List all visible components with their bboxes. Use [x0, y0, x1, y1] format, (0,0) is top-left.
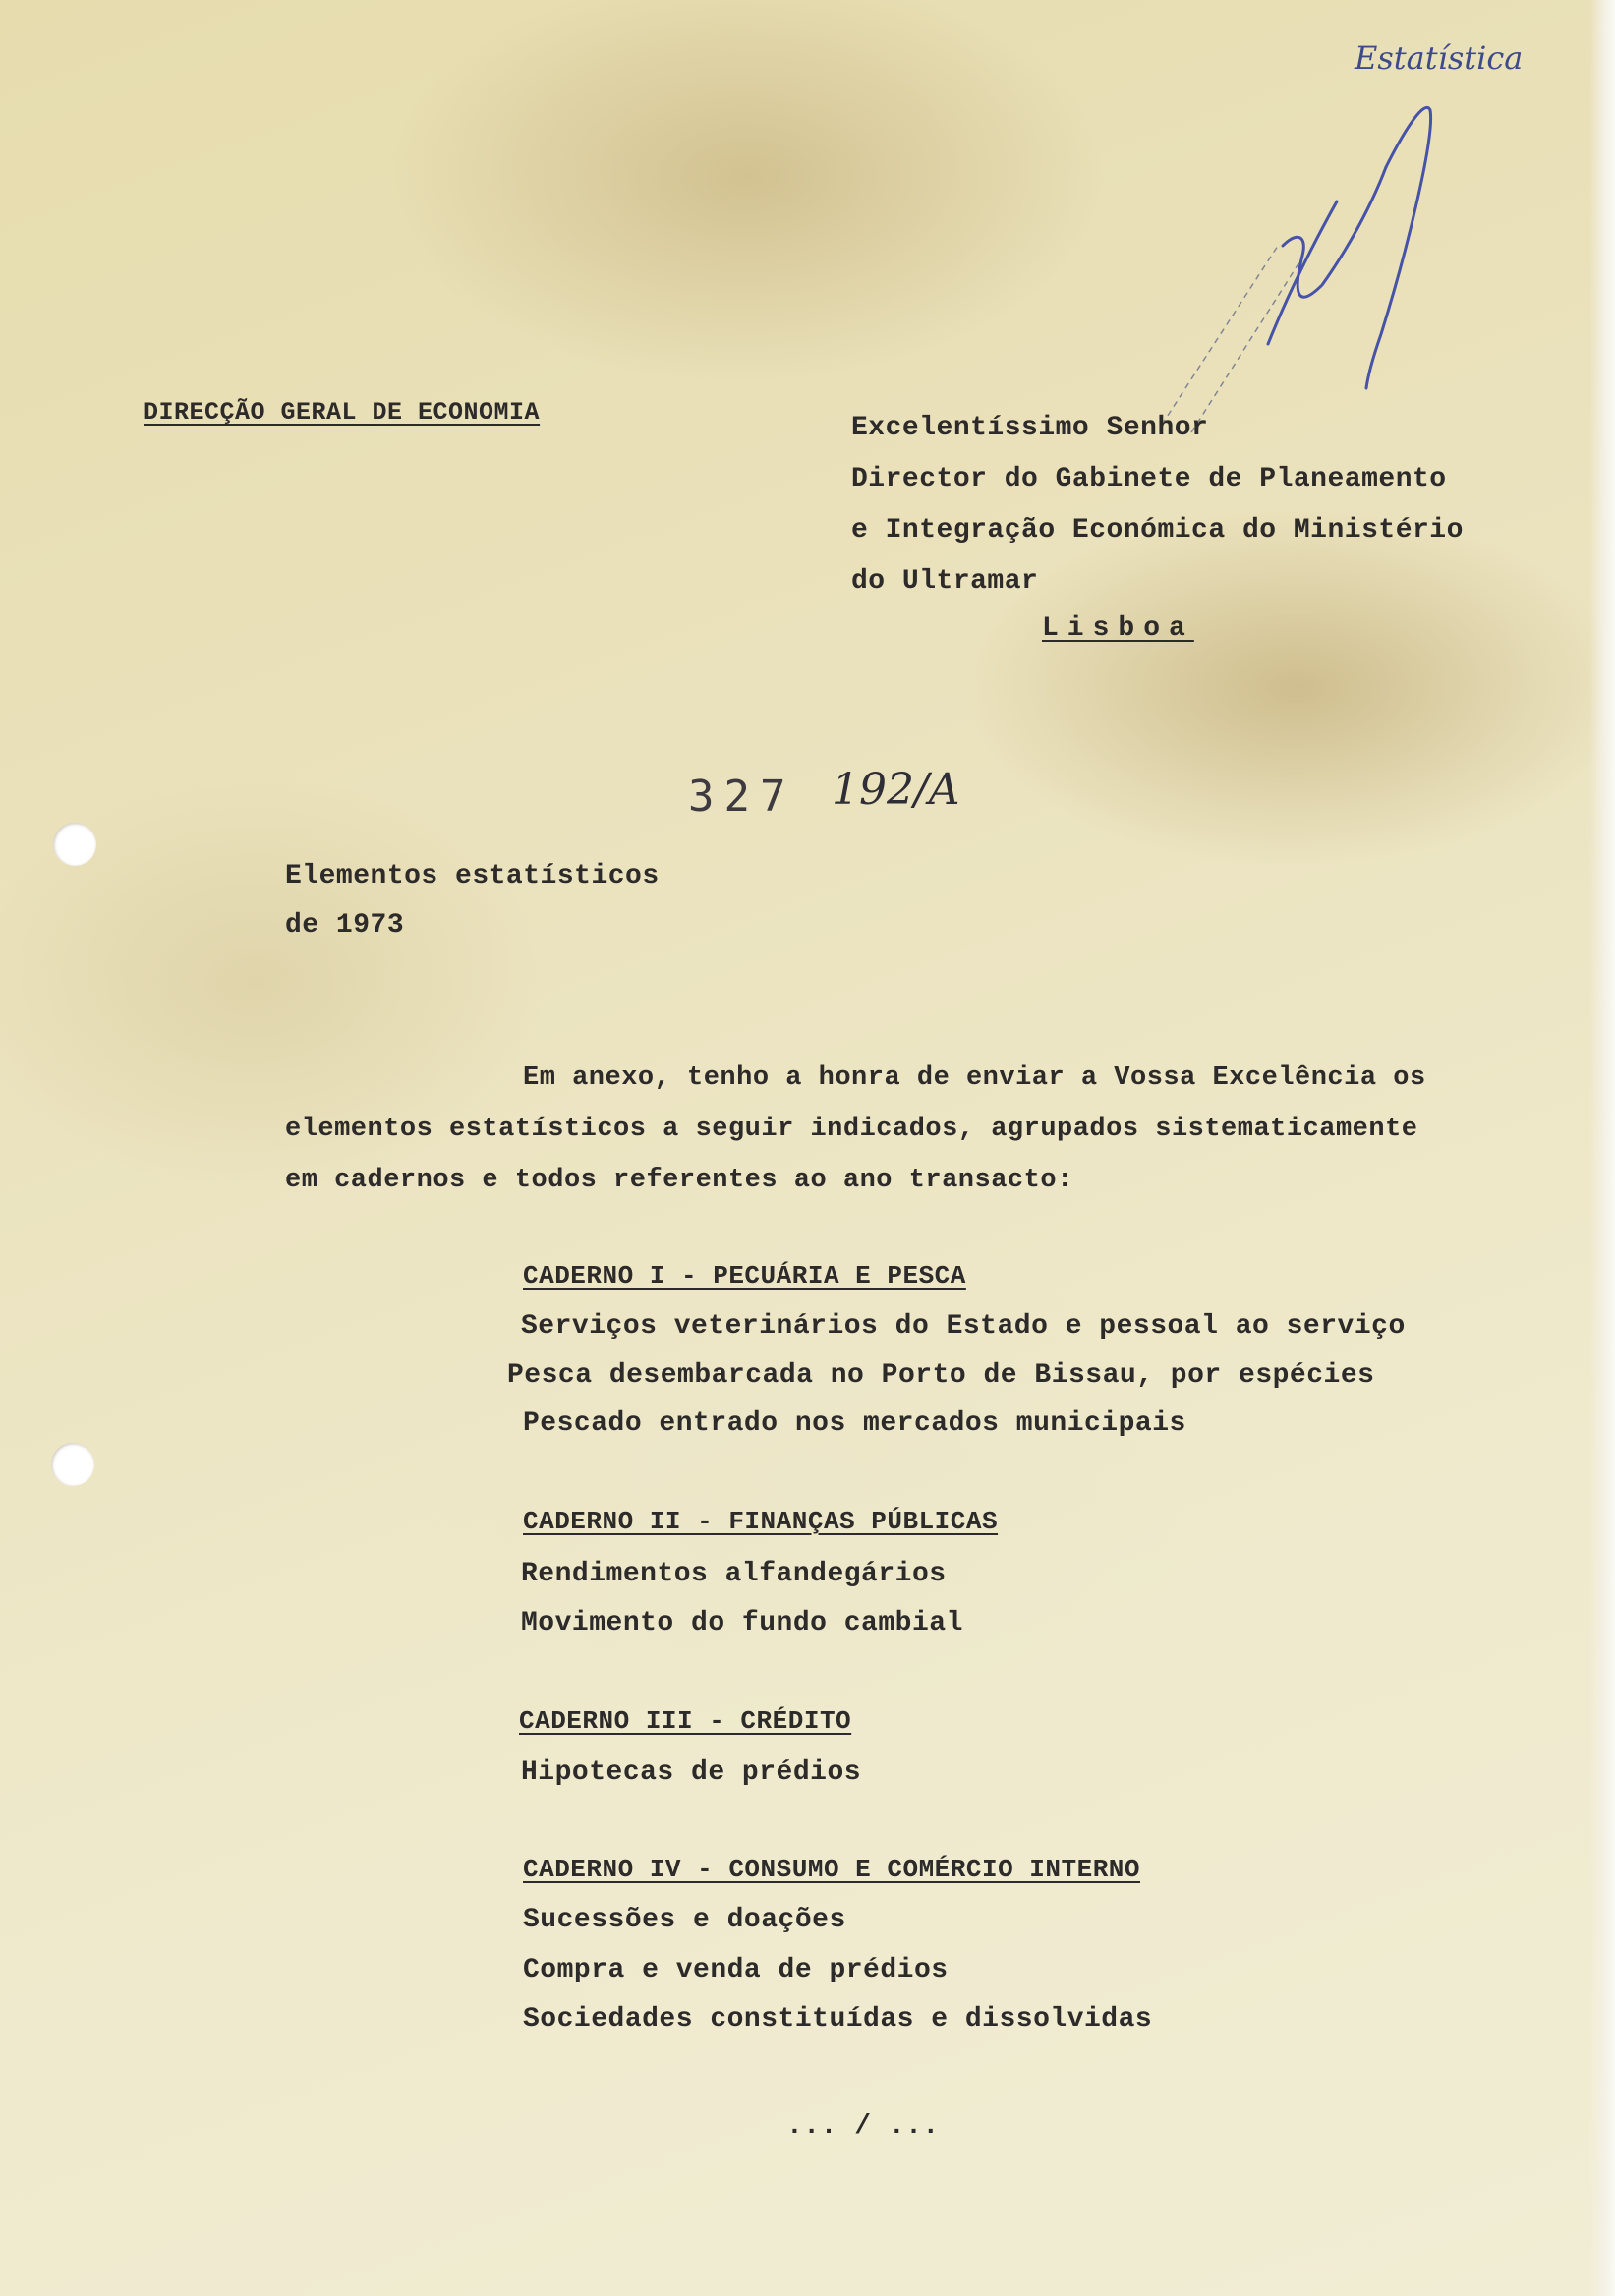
caderno-title: CADERNO III - CRÉDITO — [519, 1706, 852, 1736]
subject-line-2: de 1973 — [285, 910, 405, 941]
body-line-1: Em anexo, tenho a honra de enviar a Vossa Excelência os — [523, 1063, 1426, 1093]
addressee-line-1: Excelentíssimo Senhor — [851, 413, 1209, 443]
reference-number: 327 — [688, 772, 796, 822]
subject-line-1: Elementos estatísticos — [285, 861, 660, 891]
caderno-item: Movimento do fundo cambial — [521, 1608, 963, 1638]
caderno-item: Sociedades constituídas e dissolvidas — [523, 2004, 1153, 2035]
addressee-line-4: do Ultramar — [851, 566, 1039, 597]
continuation-mark: ... / ... — [786, 2111, 940, 2142]
caderno-item: Sucessões e doações — [523, 1905, 846, 1935]
caderno-item: Serviços veterinários do Estado e pessoal ao serviço — [521, 1311, 1406, 1342]
caderno-item: Rendimentos alfandegários — [521, 1559, 947, 1589]
caderno-item: Pescado entrado nos mercados municipais — [523, 1408, 1186, 1439]
caderno-item: Hipotecas de prédios — [521, 1757, 862, 1788]
handwritten-annotation: Estatística — [1355, 39, 1524, 77]
caderno-item: Compra e venda de prédios — [523, 1955, 949, 1985]
caderno-item: Pesca desembarcada no Porto de Bissau, por espécies — [507, 1360, 1375, 1391]
body-line-2: elementos estatísticos a seguir indicados, agrupados sistematicamente — [285, 1115, 1418, 1144]
body-line-3: em cadernos e todos referentes ao ano transacto: — [285, 1166, 1073, 1195]
reference-handwritten: 192/A — [832, 765, 960, 815]
caderno-title: CADERNO IV - CONSUMO E COMÉRCIO INTERNO — [523, 1855, 1140, 1884]
addressee-city: Lisboa — [1042, 613, 1194, 644]
caderno-title: CADERNO II - FINANÇAS PÚBLICAS — [523, 1507, 999, 1536]
addressee-line-2: Director do Gabinete de Planeamento — [851, 464, 1447, 494]
sender-department: DIRECÇÃO GERAL DE ECONOMIA — [144, 398, 541, 427]
addressee-line-3: e Integração Económica do Ministério — [851, 515, 1464, 545]
caderno-title: CADERNO I - PECUÁRIA E PESCA — [523, 1261, 966, 1291]
